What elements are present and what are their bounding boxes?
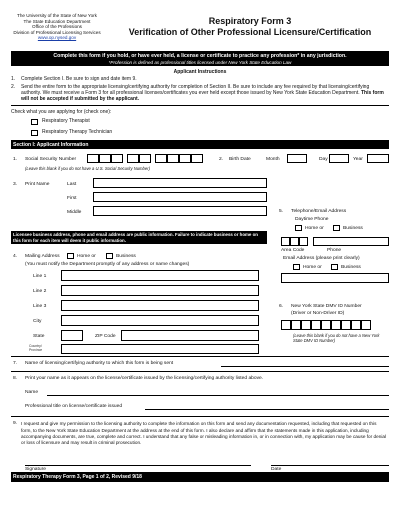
professional-title-field[interactable] [145,409,389,410]
zip-label: ZIP Code [95,334,116,340]
phone-label: Phone [327,248,342,254]
dmv-label-sub: (Driver or Non-Driver ID) [291,311,345,317]
telephone-label: Telephone/Email Address [291,209,347,215]
question-7 [11,357,389,371]
ssn-digit-box[interactable] [179,154,191,163]
form-title-line1: Respiratory Form 3 [208,16,292,26]
address-line1-label: Line 1 [33,274,47,280]
area-code-label: Area Code [281,248,305,254]
item-number: 4. [13,254,18,260]
date-field[interactable] [271,465,389,466]
instruction-item [11,76,389,82]
agency-website-link[interactable]: www.op.nysed.gov [37,35,77,41]
mailing-home-label: Home or [77,254,96,260]
option-label: Respiratory Therapy Technician [42,129,113,136]
city-label: City [33,319,42,325]
address-line3-label: Line 3 [33,304,47,310]
dmv-digit-box[interactable] [311,320,321,330]
form-header [11,13,389,49]
dmv-digit-box[interactable] [301,320,311,330]
item-number: 9. [13,421,18,427]
ssn-digit-box[interactable] [191,154,203,163]
notice-sub: *Profession is defined as professional titles licensed under New York State Education Law [108,59,292,65]
instructions-title: Applicant Instructions [173,69,227,76]
agency-line: The State Education Department [23,18,91,24]
email-label: Email Address (please print clearly) [283,256,360,262]
item-number: 3. [13,182,18,188]
item-number: 8. [13,376,18,382]
month-label: Month [266,157,280,163]
area-code-box[interactable] [299,237,308,246]
item-number: 5. [279,209,284,215]
ssn-note: (Leave this blank if you do not have a U.S. Social Security Number) [25,166,150,172]
zip-field[interactable] [121,330,259,341]
instructions-list [11,76,389,102]
dmv-digit-box[interactable] [361,320,371,330]
notice-main: Complete this form if you hold, or have ever held, a license or certificate to practice any profession* in any jurisdiction. [53,53,347,59]
form-page [11,13,389,507]
state-field[interactable] [61,330,83,341]
email-business-checkbox[interactable] [331,264,338,270]
phone-number-field[interactable] [313,237,389,246]
item-number: 1. [13,157,18,163]
birth-month-field[interactable] [287,154,307,163]
birth-year-field[interactable] [367,154,389,163]
question-9 [11,417,389,472]
dmv-digit-box[interactable] [281,320,291,330]
form-title-line2: Verification of Other Professional Licensure/Certification [128,26,372,37]
form-footer: Respiratory Therapy Form 3, Page 1 of 2, Revised 9/18 [11,472,389,482]
item-number: 6. [279,304,284,310]
option-respiratory-therapist [31,118,90,124]
ssn-digit-box[interactable] [111,154,123,163]
email-business-label: Business [341,265,361,271]
daytime-phone-label: Daytime Phone [295,217,329,223]
dmv-digit-box[interactable] [331,320,341,330]
agency-line: Division of Professional Licensing Services [13,29,101,35]
public-info-notice: Licensee business address, phone and email address are public information. Failure to indicate business or home on this form for each item will deem it public information. [11,231,267,244]
q8-title-label: Professional title on license/certificate issued [25,404,123,410]
q8-label: Print your name as it appears on the license/certificate issued by the licensing/certifying authority listed above. [25,376,264,382]
dmv-digit-box[interactable] [351,320,361,330]
date-label: Date [271,467,282,473]
mailing-business-checkbox[interactable] [106,253,113,259]
q8-name-label: Name [25,390,39,396]
item-number: 2. [219,157,224,163]
agency-block [11,13,103,41]
form-title [111,16,389,38]
agency-line: Office of the Professions [32,24,82,30]
address-line1-field[interactable] [61,270,259,281]
dmv-digit-box[interactable] [321,320,331,330]
q9-declaration: I request and give my permission to the licensing authority to complete the information on this form and send any documentation requested, including that requested on this form, to the New York State Education Department at the address at the end of this form. I also declare and affirm that the statements made in this application, including accompanying documents, are true, complete and correct. I understand that any false or misleading information in, or in connection with, my application may be cause for denial or loss of licensure and may result in criminal prosecution. [21,421,387,445]
instruction-warning: This form will not be accepted if submitted by the applicant. [21,89,384,103]
q7-label: Name of licensing/certifying authority to which this form is being sent [25,361,174,367]
state-label: State [33,334,45,340]
ssn-digit-box[interactable] [167,154,179,163]
mailing-home-checkbox[interactable] [67,253,74,259]
print-name-label: Print Name [25,182,50,188]
day-label: Day [319,157,328,163]
respiratory-technician-checkbox[interactable] [31,130,38,136]
first-name-field[interactable] [93,192,267,202]
signature-label: Signature [25,467,46,473]
phone-business-label: Business [343,226,363,232]
email-home-checkbox[interactable] [293,264,300,270]
instruction-number: 2. [11,83,16,90]
applicant-info-section [11,149,389,356]
dmv-digit-box[interactable] [291,320,301,330]
licensing-authority-field[interactable] [221,366,389,367]
agency-line: The University of the State of New York [17,13,97,18]
ssn-digit-box[interactable] [139,154,151,163]
dmv-note: (Leave this blank if you do not have a New York State DMV ID Number) [293,333,380,344]
mailing-business-label: Business [116,254,136,260]
address-line2-field[interactable] [61,285,259,296]
first-name-label: First [67,196,77,202]
instruction-number: 1. [11,76,16,83]
signature-field[interactable] [25,465,251,466]
country-field[interactable] [61,344,259,354]
dmv-label: New York State DMV ID Number [291,304,362,310]
city-field[interactable] [61,315,259,326]
middle-name-field[interactable] [93,206,267,216]
option-respiratory-technician [31,129,112,135]
section1-header: Section I: Applicant Information [11,140,389,149]
question-8 [11,372,389,416]
phone-home-label: Home or [305,226,324,232]
license-name-field[interactable] [47,395,389,396]
last-name-field[interactable] [93,178,267,188]
ssn-digit-box[interactable] [99,154,111,163]
phone-business-checkbox[interactable] [333,225,340,231]
phone-home-checkbox[interactable] [295,225,302,231]
mailing-address-label: Mailing Address [25,254,60,260]
applying-lead: Check what you are applying for (check one): [11,109,112,116]
area-code-box[interactable] [281,237,290,246]
option-label: Respiratory Therapist [42,118,90,125]
ssn-label: Social Security Number [25,157,77,163]
ssn-digit-box[interactable] [155,154,167,163]
instruction-text: Complete Section I. Be sure to sign and date item 9. [21,76,137,83]
instruction-item [11,84,389,103]
email-home-label: Home or [303,265,322,271]
email-field[interactable] [281,273,389,283]
country-label: Country/ Province [29,344,43,353]
dmv-digit-box[interactable] [341,320,351,330]
birth-day-field[interactable] [329,154,349,163]
address-line3-field[interactable] [61,300,259,311]
item-number: 7. [13,361,18,367]
year-label: Year [353,157,363,163]
mailing-note: (You must notify the Department promptly of any address or name changes) [25,262,190,268]
eligibility-notice [11,51,389,66]
ssn-digit-box[interactable] [127,154,139,163]
birth-date-label: Birth Date [229,157,251,163]
last-name-label: Last [67,182,77,188]
middle-name-label: Middle [67,210,82,216]
respiratory-therapist-checkbox[interactable] [31,119,38,125]
instruction-text: Send the entire form to the appropriate licensing/certifying authority for completion of Section II. Be sure to include any fee required by that licensing/certifying authority. We must receive a Form 3 for all professional licenses/certificates you ever held except those issued by New York State Education Department. [21,83,370,96]
ssn-digit-box[interactable] [87,154,99,163]
address-line2-label: Line 2 [33,289,47,295]
applying-for-section [11,106,389,140]
area-code-box[interactable] [290,237,299,246]
